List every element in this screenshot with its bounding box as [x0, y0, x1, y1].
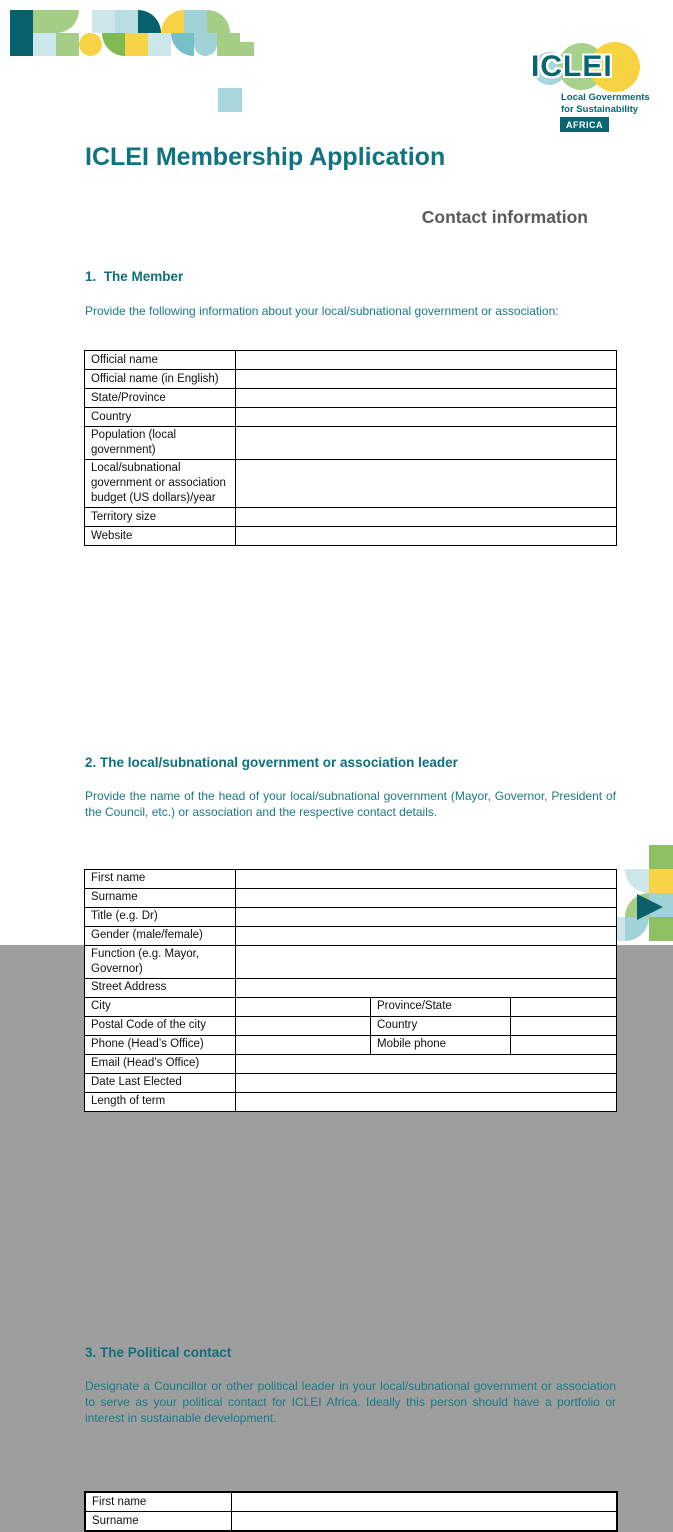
table-row: [85, 1016, 617, 1035]
field-value[interactable]: [511, 1035, 617, 1054]
field-value[interactable]: [236, 1073, 617, 1092]
field-label: Surname: [85, 888, 236, 907]
leader-table: [84, 869, 617, 1112]
field-label: Mobile phone: [371, 1035, 511, 1054]
table-row: [85, 1054, 617, 1073]
field-label: Function (e.g. Mayor, Governor): [85, 945, 236, 978]
mosaic-cell: [171, 33, 194, 56]
mosaic-cell: [161, 10, 184, 33]
field-value[interactable]: [231, 1512, 617, 1532]
field-label: Population (local government): [85, 427, 236, 460]
table-row: [85, 888, 617, 907]
logo-tagline-line2: for Sustainability: [561, 103, 639, 115]
logo-tagline: [561, 92, 650, 115]
field-value[interactable]: [236, 945, 617, 978]
mosaic-cell: [33, 33, 56, 56]
page-title: ICLEI Membership Application: [85, 143, 446, 171]
field-value[interactable]: [236, 1092, 617, 1111]
member-table: [84, 350, 617, 546]
table-row: [85, 1512, 617, 1532]
field-value[interactable]: [236, 370, 617, 389]
field-value[interactable]: [236, 1035, 371, 1054]
table-row: [85, 408, 617, 427]
field-value[interactable]: [236, 408, 617, 427]
section-1-description: Provide the following information about your local/subnational government or association:: [85, 304, 559, 318]
mosaic-cell: [102, 33, 125, 56]
field-value[interactable]: [236, 978, 617, 997]
table-row: [85, 427, 617, 460]
mosaic-cell: [33, 10, 56, 33]
mosaic-cell: [649, 869, 673, 893]
mosaic-cell: [649, 845, 673, 869]
table-row: [85, 460, 617, 508]
field-label: Phone (Head’s Office): [85, 1035, 236, 1054]
field-value[interactable]: [236, 460, 617, 508]
section-2-heading: 2. The local/subnational government or association leader: [85, 755, 458, 771]
field-value[interactable]: [236, 527, 617, 546]
mosaic-cell: [207, 10, 230, 33]
field-label: Date Last Elected: [85, 1073, 236, 1092]
field-label: Official name (in English): [85, 370, 236, 389]
table-row: [85, 945, 617, 978]
mosaic-cell: [217, 33, 240, 56]
table-row: [85, 389, 617, 408]
field-label: First name: [85, 1492, 231, 1512]
field-label: City: [85, 997, 236, 1016]
table-row: [85, 869, 617, 888]
mosaic-cell: [240, 42, 254, 56]
mosaic-cell: [138, 10, 161, 33]
mosaic-cell: [194, 33, 217, 56]
table-row: [85, 508, 617, 527]
mosaic-cell: [148, 33, 171, 56]
mosaic-cell: [56, 10, 79, 33]
table-row: [85, 978, 617, 997]
field-value[interactable]: [231, 1492, 617, 1512]
field-label: Gender (male/female): [85, 926, 236, 945]
table-row: [85, 351, 617, 370]
field-label: Website: [85, 527, 236, 546]
section-1-heading: 1. The Member: [85, 269, 184, 284]
field-value[interactable]: [511, 997, 617, 1016]
section-2-description: Provide the name of the head of your local/subnational government (Mayor, Governor, President of the Council, etc.) or association and the respective contact details.: [85, 789, 616, 820]
field-value[interactable]: [236, 508, 617, 527]
mosaic-cell: [79, 33, 102, 56]
field-value[interactable]: [236, 389, 617, 408]
mosaic-cell: [125, 33, 148, 56]
field-label: Surname: [85, 1512, 231, 1532]
logo-wordmark: ICLEI: [531, 50, 613, 83]
field-label: Local/subnational government or association budget (US dollars)/year: [85, 460, 236, 508]
field-label: Email (Head’s Office): [85, 1054, 236, 1073]
field-value[interactable]: [236, 926, 617, 945]
table-row: [85, 1092, 617, 1111]
political-contact-table: [84, 1491, 618, 1532]
table-row: [85, 1035, 617, 1054]
field-label: State/Province: [85, 389, 236, 408]
field-value[interactable]: [236, 1016, 371, 1035]
table-row: [85, 907, 617, 926]
field-value[interactable]: [236, 1054, 617, 1073]
africa-badge: AFRICA: [560, 117, 609, 132]
field-label: Length of term: [85, 1092, 236, 1111]
field-label: Country: [85, 408, 236, 427]
field-label: Province/State: [371, 997, 511, 1016]
logo-tagline-line1: Local Governments: [561, 92, 650, 103]
table-row: [85, 997, 617, 1016]
mosaic-cell: [625, 917, 649, 941]
section-3-heading: 3. The Political contact: [85, 1344, 232, 1360]
mosaic-cell: [92, 10, 115, 33]
table-row: [85, 370, 617, 389]
table-row: [85, 926, 617, 945]
section-3-description: Designate a Councillor or other political leader in your local/subnational government or association to serve as your political contact for ICLEI Africa. Ideally this person should have a portfolio or interest in sustainable development.: [85, 1378, 616, 1426]
table-row: [85, 1492, 617, 1512]
mosaic-cell: [10, 10, 33, 56]
table-row: [85, 1073, 617, 1092]
mosaic-cell: [56, 33, 79, 56]
mosaic-cell: [218, 88, 242, 112]
field-value[interactable]: [236, 888, 617, 907]
field-value[interactable]: [236, 427, 617, 460]
field-label: Territory size: [85, 508, 236, 527]
field-value[interactable]: [236, 351, 617, 370]
field-value[interactable]: [236, 869, 617, 888]
field-value[interactable]: [236, 907, 617, 926]
field-label: Country: [371, 1016, 511, 1035]
mosaic-cell: [649, 917, 673, 941]
field-label: Postal Code of the city: [85, 1016, 236, 1035]
page-subtitle: Contact information: [421, 207, 588, 227]
mosaic-cell: [184, 10, 207, 33]
field-label: Official name: [85, 351, 236, 370]
field-value[interactable]: [236, 997, 371, 1016]
iclei-logo: [525, 40, 673, 132]
field-label: Street Address: [85, 978, 236, 997]
table-row: [85, 527, 617, 546]
field-label: Title (e.g. Dr): [85, 907, 236, 926]
field-label: First name: [85, 869, 236, 888]
mosaic-cell: [625, 869, 649, 893]
mosaic-cell: [115, 10, 138, 33]
field-value[interactable]: [511, 1016, 617, 1035]
